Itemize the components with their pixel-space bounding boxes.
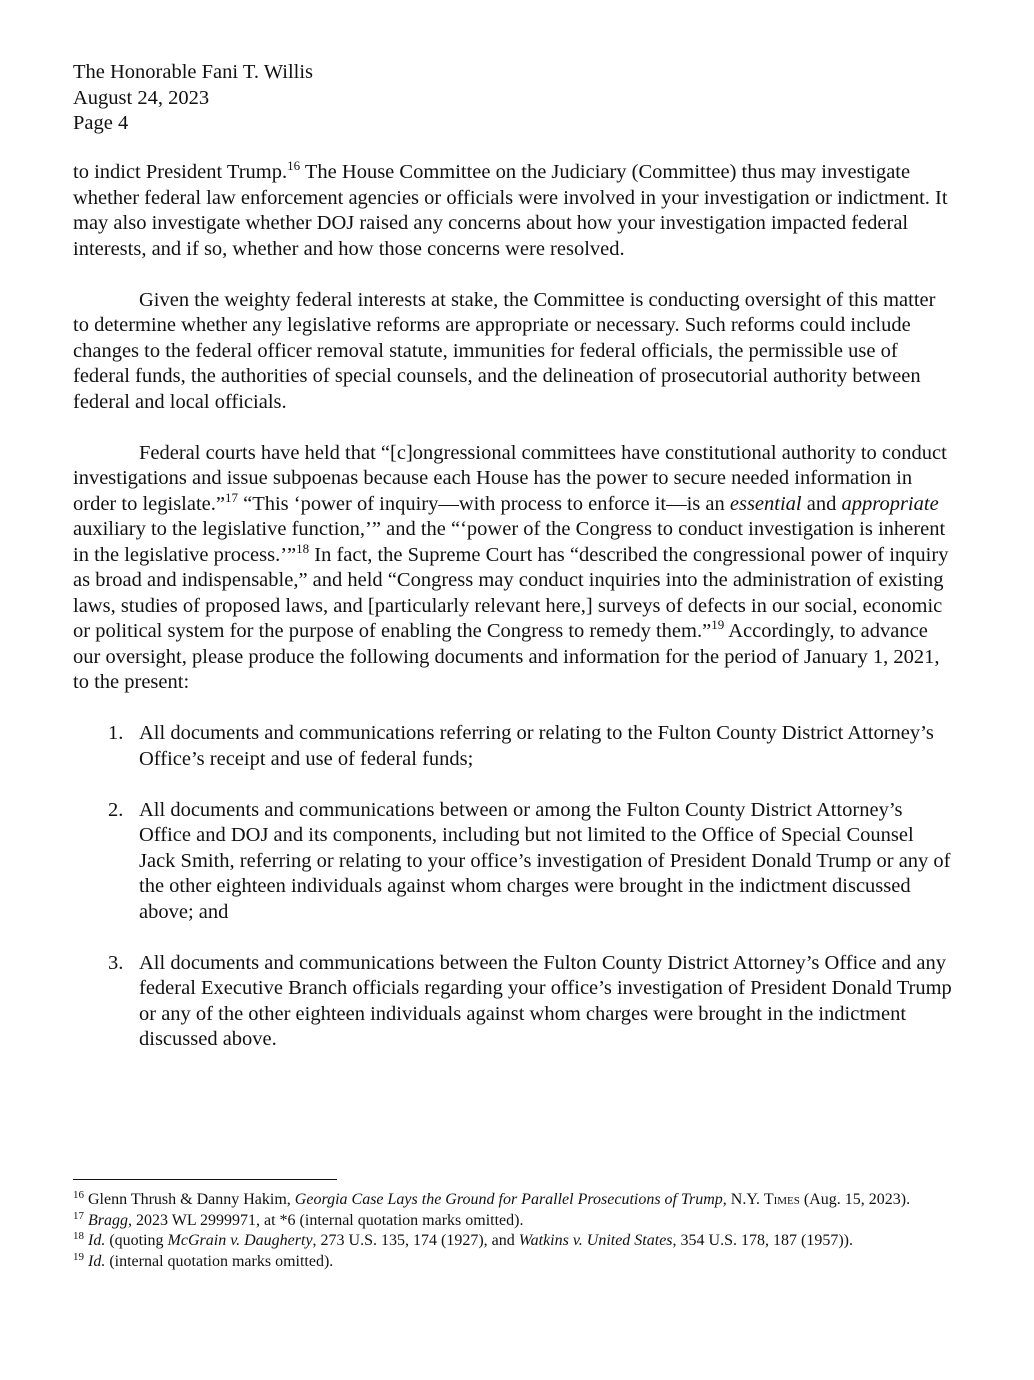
footnotes [73, 1190, 953, 1272]
list-item-number: 1. [108, 722, 124, 744]
footnote-ref-16: 16 [287, 158, 301, 173]
list-item [73, 798, 953, 926]
list-item-number: 2. [108, 798, 124, 821]
list-item-number: 3. [108, 951, 124, 974]
list-item-text: All documents and communications between or among the Fulton County District Attorney’s Office and DOJ and its components, including but not limited to the Office of Special Counsel Jack Smith, referring or relating to your office’s investigation of President Donald Trump or any of the other eighteen individuals against whom charges were brought in the indictment discussed above; and [139, 798, 951, 923]
footnote-16: $^{16}$ Glenn Thrush & Danny Hakim, Georgia Case Lays the Ground for Parallel Prosecutions of Trump, N.Y. Times (Aug. 15, 2023). [73, 1189, 911, 1208]
footnote-17: $^{17}$ Bragg, 2023 WL 2999971, at *6 (internal quotation marks omitted). [73, 1209, 524, 1229]
list-item [73, 721, 953, 772]
recipient-line: The Honorable Fani T. Willis [73, 61, 314, 83]
paragraph-1: to indict President Trump.$^{16}$ The House Committee on the Judiciary (Committee) thus may investigate whether federal law enforcement agencies or officials were involved in your investigation or indictment. It may also investigate whether DOJ raised any concerns about how your investigation impacted federal interests, and if so, whether and how those concerns were resolved. [73, 158, 948, 260]
paragraph-3: Federal courts have held that “[c]ongressional committees have constitutional authority to conduct investigations and issue subpoenas because each House has the power to secure needed information in order to legislate.”$^{17}$ “This ‘power of inquiry—with process to enforce it—is an essential and appropriate auxiliary to the legislative function,’” and the “‘power of the Congress to conduct investigation is inherent in the legislative process.’”$^{18}$ In fact, the Supreme Court has “described the congressional power of inquiry as broad and indispensable,” and held “Congress may conduct inquiries into the administration of existing laws, studies of proposed laws, and [particularly relevant here,] surveys of defects in our social, economic or political system for the purpose of enabling the Congress to remedy them.”$^{19}$ Accordingly, to advance our oversight, please produce the following documents and information for the period of January 1, 2021, to the present: [73, 441, 949, 693]
list-item-text: All documents and communications referring or relating to the Fulton County District Attorney’s Office’s receipt and use of federal funds; [139, 722, 934, 770]
footnote-19: $^{19}$ Id. (internal quotation marks omitted). [73, 1250, 334, 1270]
list-item-text: All documents and communications between the Fulton County District Attorney’s Office and any federal Executive Branch officials regarding your office’s investigation of President Donald Trump or any of the other eighteen individuals against whom charges were brought in the indictment discussed above. [139, 951, 952, 1050]
page-number: Page 4 [73, 112, 129, 134]
letter-header [73, 60, 313, 137]
footnote-ref-17: 17 [224, 489, 238, 505]
paragraph-2: Given the weighty federal interests at stake, the Committee is conducting oversight of this matter to determine whether any legislative reforms are appropriate or necessary. Such reforms could include changes to the federal officer removal statute, immunities for federal officials, the permissible use of federal funds, the authorities of special counsels, and the delineation of prosecutorial authority between federal and local officials. [73, 288, 936, 413]
request-list [73, 721, 953, 1053]
footnote-ref-18: 18 [296, 540, 310, 556]
footnote-divider [73, 1179, 337, 1180]
date-line: August 24, 2023 [73, 86, 210, 109]
list-item [73, 951, 953, 1053]
footnote-ref-19: 19 [711, 617, 725, 632]
footnote-18: $^{18}$ Id. (quoting McGrain v. Daugherty, 273 U.S. 135, 174 (1927), and Watkins v. United States, 354 U.S. 178, 187 (1957)). [73, 1230, 853, 1249]
letter-body [73, 160, 953, 1078]
